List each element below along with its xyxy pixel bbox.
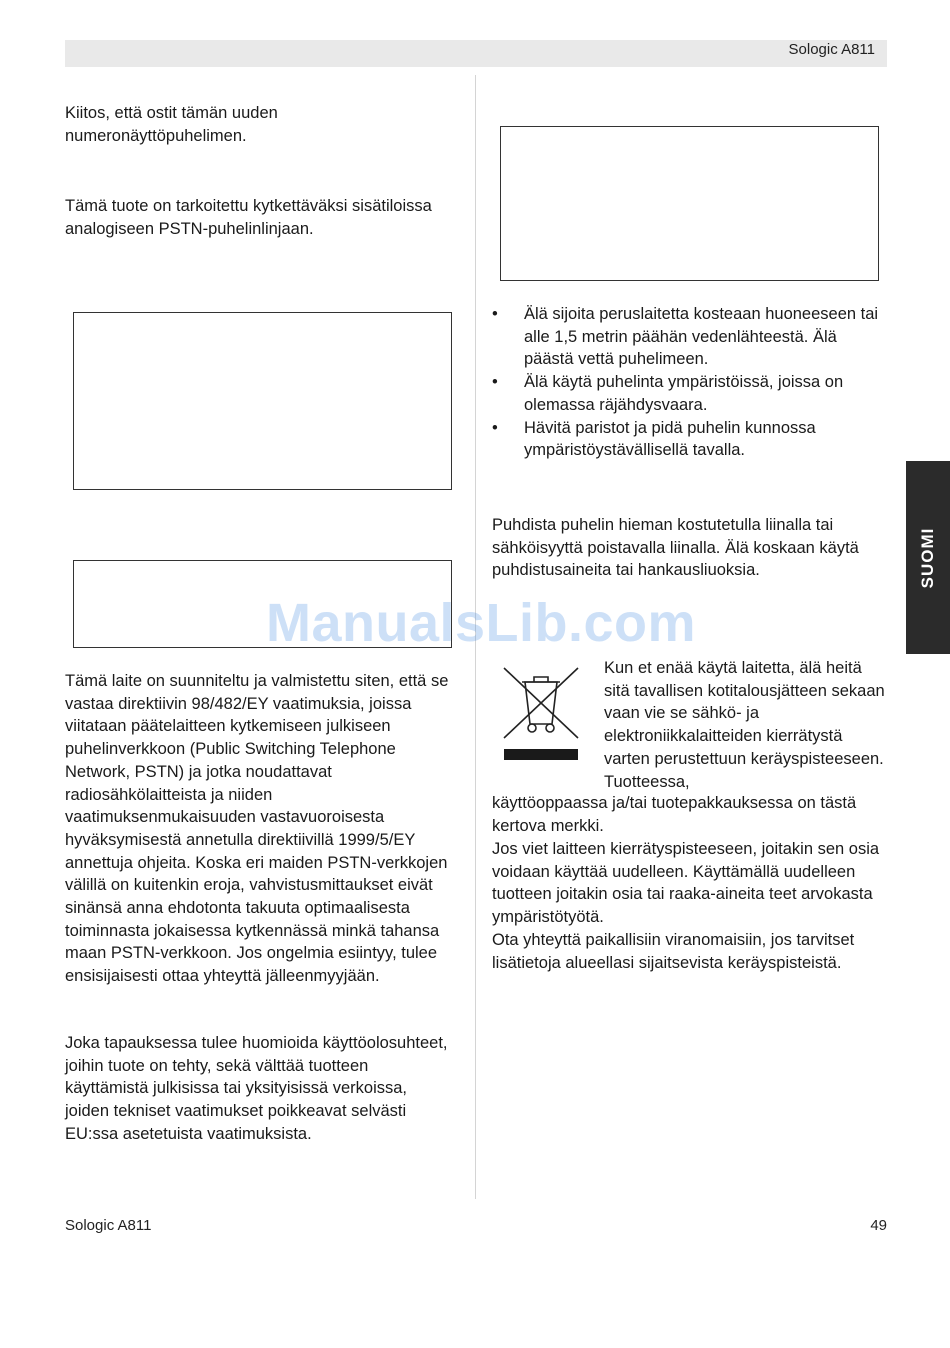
header-title: Sologic A811 bbox=[788, 41, 875, 58]
page-number: 49 bbox=[870, 1217, 887, 1234]
conformity-text: Tämä laite on suunniteltu ja valmistettu siten, että se vastaa direktiivin 98/482/EY vaatimuksia, joissa viitataan päätelaitteen kytkemiseen julkiseen puhelinverkkoon (Public Switching Telephone Network, PSTN) ja jotka noudattavat radiosähkölaitteista ja niiden vaatimuksenmukaisuuden vastavuoroisesta hyväksymisestä annetulla direktiivillä 1999/5/EY annettuja ohjeita. Koska eri maiden PSTN-verkkojen välillä on kuitenkin eroja, vahvistusmittaukset eivät sinänsä anna ehdotonta takuuta optimaalisesta toiminnasta jokaisessa kytkennässä minkä tahansa maan PSTN-verkkoon. Jos ongelmia esiintyy, tulee ensisijaisesti ottaa yhteyttä jälleenmyyjään. bbox=[65, 672, 449, 986]
empty-box-right bbox=[500, 126, 879, 281]
cleaning-text: Puhdista puhelin hieman kostutetulla liinalla tai sähköisyyttä poistavalla liinalla. Älä koskaan käytä puhdistusaineita tai hankausliuoksia. bbox=[492, 516, 859, 580]
empty-box-left-1 bbox=[73, 312, 452, 490]
recycling-text: Jos viet laitteen kierrätyspisteeseen, joitakin sen osia voidaan käyttää uudelleen. Käyttämällä uudelleen tuotteen joitakin osia tai raaka-aineita teet arvokasta ympäristötyötä. bbox=[492, 840, 880, 927]
purpose-text: Tämä tuote on tarkoitettu kytkettäväksi sisätiloissa analogiseen PSTN-puhelinlinjaan. bbox=[65, 197, 432, 238]
usage-text: Joka tapauksessa tulee huomioida käyttöolosuhteet, joihin tuote on tehty, sekä välttää tuotteen käyttämistä julkisissa tai yksityisissä verkoissa, joiden tekniset vaatimukset poikkeavat selvästi EU:ssa asetetuista vaatimuksista. bbox=[65, 1034, 448, 1143]
list-item: • Hävitä paristot ja pidä puhelin kunnossa ympäristöystävällisellä tavalla. bbox=[492, 418, 816, 460]
list-item: • Älä käytä puhelinta ympäristöissä, joissa on olemassa räjähdysvaara. bbox=[492, 373, 844, 414]
page-header-bar bbox=[65, 40, 887, 67]
crossed-out-wheelie-bin-icon bbox=[500, 662, 582, 764]
intro-text: Kiitos, että ostit tämän uuden numeronäyttöpuhelimen. bbox=[65, 104, 278, 145]
watermark: ManualsLib.com bbox=[265, 593, 697, 653]
disposal-text: käyttöoppaassa ja/tai tuotepakkauksessa on tästä kertova merkki. bbox=[492, 794, 857, 835]
safety-list bbox=[492, 303, 887, 462]
disposal-text-wrapped: Kun et enää käytä laitetta, älä heitä sitä tavallisen kotitalousjätteen sekaan vaan vie se sähkö- ja elektroniikkalaitteiden kierrätystä varten perustettuun keräyspisteeseen. Tuotteessa, bbox=[604, 659, 885, 791]
list-item: • Älä sijoita peruslaitetta kosteaan huoneeseen tai alle 1,5 metrin päähän vedenlähteestä. Älä päästä vettä puhelimeen. bbox=[492, 305, 879, 369]
footer-model: Sologic A811 bbox=[65, 1217, 152, 1234]
language-tab-label: SUOMI bbox=[918, 527, 937, 588]
contact-text: Ota yhteyttä paikallisiin viranomaisiin, jos tarvitset lisätietoja alueellasi sijaitsevista keräyspisteistä. bbox=[492, 931, 855, 972]
